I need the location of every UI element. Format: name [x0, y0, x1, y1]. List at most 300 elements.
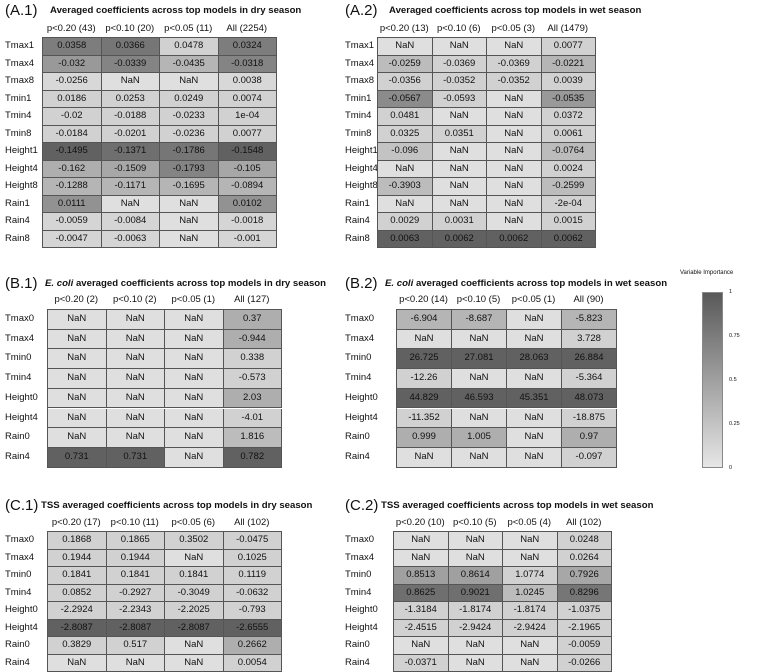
heatmap-cell: -2.4515: [394, 620, 449, 638]
heatmap-cell: 0.0062: [542, 231, 597, 249]
heatmap-cell: 0.0038: [219, 73, 278, 91]
column-header: All (2254): [226, 23, 268, 34]
legend-colorbar: [702, 292, 723, 468]
heatmap-cell: -0.097: [562, 448, 617, 468]
panel-tag: (B.2): [345, 275, 378, 292]
heatmap-cell: NaN: [503, 532, 558, 550]
column-header: All (102): [234, 517, 270, 528]
heatmap-cell: 0.0062: [433, 231, 488, 249]
panel-tag: (A.2): [345, 2, 378, 19]
heatmap-cell: NaN: [165, 349, 224, 369]
heatmap-grid: [47, 309, 282, 468]
heatmap-cell: -0.0318: [219, 56, 278, 74]
row-label: Tmax4: [345, 332, 375, 344]
heatmap-cell: NaN: [160, 231, 219, 249]
heatmap-cell: NaN: [165, 428, 224, 448]
heatmap-cell: NaN: [487, 161, 542, 179]
heatmap-cell: NaN: [48, 409, 107, 429]
heatmap-cell: 0.1841: [107, 567, 166, 585]
row-label: Tmin8: [5, 127, 32, 139]
heatmap-grid: [47, 531, 282, 672]
row-label: Rain8: [5, 232, 30, 244]
heatmap-cell: NaN: [507, 330, 562, 350]
heatmap-cell: NaN: [160, 213, 219, 231]
legend-tick-075: 0.75: [729, 333, 740, 339]
heatmap-cell: NaN: [449, 550, 504, 568]
column-header: p<0.05 (11): [164, 23, 213, 34]
row-label: Tmax1: [5, 40, 35, 51]
heatmap-cell: 0.0015: [542, 213, 597, 231]
heatmap-cell: 0.97: [562, 428, 617, 448]
heatmap-cell: 0.0074: [219, 91, 278, 109]
heatmap-cell: NaN: [165, 310, 224, 330]
heatmap-cell: NaN: [48, 428, 107, 448]
heatmap-cell: -0.0894: [219, 178, 278, 196]
heatmap-cell: -0.3903: [378, 178, 433, 196]
column-header: p<0.20 (13): [379, 23, 429, 34]
panel-title-italic: E. coli: [45, 278, 74, 289]
legend-title: Variable Importance: [680, 270, 734, 276]
legend-tick-0: 0: [729, 465, 733, 471]
heatmap-cell: -4.01: [224, 409, 283, 429]
heatmap-cell: NaN: [487, 108, 542, 126]
heatmap-cell: -1.8174: [503, 602, 558, 620]
panel-title-text: averaged coefficients across top models in dry season: [75, 278, 326, 289]
heatmap-cell: 0.8614: [449, 567, 504, 585]
heatmap-cell: NaN: [433, 38, 488, 56]
heatmap-cell: NaN: [48, 310, 107, 330]
heatmap-cell: -0.0435: [160, 56, 219, 74]
heatmap-cell: -0.0221: [542, 56, 597, 74]
heatmap-cell: -0.1786: [160, 143, 219, 161]
heatmap-cell: -0.0184: [43, 126, 102, 144]
row-label: Height0: [345, 391, 378, 403]
heatmap-cell: NaN: [433, 196, 488, 214]
heatmap-grid: [396, 309, 617, 468]
heatmap-cell: NaN: [107, 655, 166, 672]
heatmap-cell: -1.0375: [558, 602, 613, 620]
row-label: Rain1: [345, 197, 370, 209]
row-label: Tmax4: [5, 57, 35, 69]
column-header: All (127): [234, 294, 270, 305]
heatmap-cell: NaN: [107, 310, 166, 330]
heatmap-cell: 0.3502: [165, 532, 224, 550]
heatmap-cell: -2.2025: [165, 602, 224, 620]
row-label: Tmax4: [345, 57, 375, 69]
row-label: Rain4: [5, 215, 30, 226]
heatmap-cell: -0.1371: [102, 143, 161, 161]
heatmap-cell: -6.904: [397, 310, 452, 330]
heatmap-cell: 0.0481: [378, 108, 433, 126]
heatmap-cell: -2.2343: [107, 602, 166, 620]
heatmap-cell: 26.884: [562, 349, 617, 369]
heatmap-cell: -0.032: [43, 56, 102, 74]
column-header: p<0.20 (2): [54, 294, 99, 305]
heatmap-cell: NaN: [452, 409, 507, 429]
panel-title: [385, 278, 667, 289]
heatmap-cell: -0.0339: [102, 56, 161, 74]
heatmap-cell: NaN: [107, 428, 166, 448]
row-label: Height4: [345, 621, 378, 633]
row-label: Tmin4: [345, 110, 372, 121]
heatmap-cell: -2e-04: [542, 196, 597, 214]
heatmap-cell: NaN: [452, 330, 507, 350]
heatmap-cell: -0.0352: [487, 73, 542, 91]
row-label: Rain4: [345, 450, 370, 462]
column-header: All (90): [573, 294, 604, 305]
heatmap-cell: -0.105: [219, 161, 278, 179]
panel-title-text: Averaged coefficients across top models in dry season: [50, 5, 302, 16]
heatmap-cell: NaN: [107, 389, 166, 409]
column-header: p<0.10 (5): [456, 294, 501, 305]
row-label: Rain4: [5, 656, 30, 668]
heatmap-cell: 0.0077: [542, 38, 597, 56]
heatmap-cell: 45.351: [507, 389, 562, 409]
heatmap-cell: NaN: [394, 532, 449, 550]
heatmap-cell: -0.096: [378, 143, 433, 161]
heatmap-cell: -11.352: [397, 409, 452, 429]
heatmap-cell: -0.0188: [102, 108, 161, 126]
column-header: p<0.05 (3): [491, 23, 536, 34]
heatmap-grid: [42, 37, 277, 248]
heatmap-cell: NaN: [165, 409, 224, 429]
heatmap-cell: 0.0062: [487, 231, 542, 249]
heatmap-cell: -2.9424: [503, 620, 558, 638]
heatmap-cell: 0.338: [224, 349, 283, 369]
heatmap-cell: 0.0077: [219, 126, 278, 144]
heatmap-cell: NaN: [433, 143, 488, 161]
heatmap-cell: -0.1695: [160, 178, 219, 196]
heatmap-cell: -2.1965: [558, 620, 613, 638]
panel-title-text: Averaged coefficients across top models in wet season: [389, 5, 642, 16]
heatmap-cell: -5.364: [562, 369, 617, 389]
heatmap-cell: -0.0233: [160, 108, 219, 126]
heatmap-grid: [393, 531, 612, 672]
row-label: Rain4: [5, 450, 30, 462]
row-label: Height1: [345, 145, 378, 156]
heatmap-cell: -0.2599: [542, 178, 597, 196]
heatmap-cell: NaN: [165, 369, 224, 389]
heatmap-cell: -0.1171: [102, 178, 161, 196]
row-label: Tmax1: [345, 40, 375, 51]
heatmap-cell: 0.1944: [48, 550, 107, 568]
column-header: p<0.10 (6): [436, 23, 481, 34]
heatmap-cell: -2.8087: [48, 620, 107, 638]
heatmap-cell: -0.02: [43, 108, 102, 126]
column-header: p<0.10 (2): [112, 294, 157, 305]
heatmap-cell: NaN: [507, 428, 562, 448]
column-header: All (102): [566, 517, 602, 528]
column-header: p<0.20 (14): [399, 294, 448, 305]
heatmap-cell: 48.073: [562, 389, 617, 409]
row-label: Rain0: [345, 639, 370, 650]
heatmap-cell: NaN: [165, 550, 224, 568]
heatmap-cell: -0.0063: [102, 231, 161, 249]
heatmap-cell: -0.0567: [378, 91, 433, 109]
heatmap-cell: 0.0111: [43, 196, 102, 214]
heatmap-cell: 0.0358: [43, 38, 102, 56]
heatmap-cell: NaN: [507, 409, 562, 429]
heatmap-cell: 0.8296: [558, 585, 613, 603]
heatmap-cell: -1.8174: [449, 602, 504, 620]
row-label: Height4: [345, 162, 378, 174]
panel-title-text: averaged coefficients across top models in wet season: [415, 278, 668, 289]
row-label: Tmin0: [345, 569, 372, 580]
heatmap-cell: NaN: [48, 655, 107, 672]
panel-tag: (A.1): [5, 2, 38, 19]
heatmap-cell: -0.0047: [43, 231, 102, 249]
row-label: Tmin4: [5, 372, 32, 384]
heatmap-cell: NaN: [165, 330, 224, 350]
row-label: Rain8: [345, 232, 370, 244]
heatmap-cell: 0.731: [48, 448, 107, 468]
heatmap-cell: -0.793: [224, 602, 283, 620]
heatmap-cell: -0.573: [224, 369, 283, 389]
legend-tick-1: 1: [729, 289, 733, 295]
heatmap-cell: 0.0478: [160, 38, 219, 56]
heatmap-cell: -18.875: [562, 409, 617, 429]
heatmap-cell: NaN: [165, 655, 224, 672]
heatmap-cell: 26.725: [397, 349, 452, 369]
heatmap-cell: NaN: [487, 143, 542, 161]
heatmap-cell: NaN: [48, 389, 107, 409]
heatmap-cell: 27.081: [452, 349, 507, 369]
heatmap-cell: NaN: [507, 310, 562, 330]
heatmap-cell: -0.0236: [160, 126, 219, 144]
panel-title: [41, 500, 312, 511]
heatmap-cell: -0.0259: [378, 56, 433, 74]
heatmap-cell: 0.9021: [449, 585, 504, 603]
heatmap-cell: -0.2927: [107, 585, 166, 603]
heatmap-cell: 0.0852: [48, 585, 107, 603]
heatmap-cell: NaN: [48, 330, 107, 350]
heatmap-cell: 1.0774: [503, 567, 558, 585]
heatmap-cell: 0.8513: [394, 567, 449, 585]
row-label: Rain0: [5, 431, 30, 443]
heatmap-cell: 1e-04: [219, 108, 278, 126]
row-label: Tmax0: [5, 313, 35, 324]
row-label: Height0: [5, 391, 38, 403]
heatmap-cell: -0.944: [224, 330, 283, 350]
heatmap-cell: 0.0249: [160, 91, 219, 109]
heatmap-cell: -0.0266: [558, 655, 613, 672]
heatmap-cell: -0.0593: [433, 91, 488, 109]
column-header: p<0.20 (17): [51, 517, 101, 528]
heatmap-cell: 0.1119: [224, 567, 283, 585]
heatmap-cell: -0.0535: [542, 91, 597, 109]
heatmap-cell: -0.0475: [224, 532, 283, 550]
heatmap-cell: NaN: [449, 655, 504, 672]
heatmap-cell: NaN: [397, 330, 452, 350]
heatmap-cell: 0.1865: [107, 532, 166, 550]
heatmap-cell: 0.37: [224, 310, 283, 330]
heatmap-cell: NaN: [394, 550, 449, 568]
heatmap-cell: -0.0352: [433, 73, 488, 91]
heatmap-cell: NaN: [160, 73, 219, 91]
heatmap-cell: NaN: [433, 161, 488, 179]
heatmap-cell: 1.816: [224, 428, 283, 448]
heatmap-grid: [377, 37, 596, 248]
panel-tag: (C.1): [5, 497, 39, 514]
heatmap-cell: NaN: [107, 349, 166, 369]
heatmap-cell: -0.0059: [43, 213, 102, 231]
row-label: Height0: [345, 604, 378, 615]
column-header: p<0.10 (5): [452, 517, 497, 528]
heatmap-cell: 0.0325: [378, 126, 433, 144]
heatmap-cell: 0.999: [397, 428, 452, 448]
heatmap-cell: -0.0018: [219, 213, 278, 231]
row-label: Tmin4: [5, 586, 32, 598]
row-label: Tmax0: [345, 534, 375, 545]
heatmap-cell: NaN: [487, 196, 542, 214]
row-label: Tmax4: [5, 551, 35, 563]
heatmap-cell: -0.0256: [43, 73, 102, 91]
heatmap-cell: 0.0186: [43, 91, 102, 109]
row-label: Rain4: [345, 656, 370, 668]
heatmap-cell: 0.0253: [102, 91, 161, 109]
column-header: p<0.20 (10): [395, 517, 445, 528]
heatmap-cell: NaN: [107, 330, 166, 350]
heatmap-cell: 0.782: [224, 448, 283, 468]
heatmap-cell: 1.0245: [503, 585, 558, 603]
heatmap-cell: -2.9424: [449, 620, 504, 638]
heatmap-cell: NaN: [449, 532, 504, 550]
legend-tick-025: 0.25: [729, 421, 740, 427]
panel-title-text: TSS averaged coefficients across top models in wet season: [381, 500, 654, 511]
heatmap-cell: -0.0201: [102, 126, 161, 144]
heatmap-cell: 0.0061: [542, 126, 597, 144]
heatmap-cell: NaN: [433, 108, 488, 126]
row-label: Height4: [345, 411, 378, 423]
heatmap-cell: -0.0369: [487, 56, 542, 74]
heatmap-cell: 0.517: [107, 637, 166, 655]
heatmap-cell: 1.005: [452, 428, 507, 448]
panel-title: [50, 5, 301, 16]
heatmap-cell: 0.0039: [542, 73, 597, 91]
heatmap-cell: -1.3184: [394, 602, 449, 620]
panel-title: [381, 500, 653, 511]
heatmap-cell: -5.823: [562, 310, 617, 330]
heatmap-cell: NaN: [102, 196, 161, 214]
heatmap-cell: 0.0054: [224, 655, 283, 672]
heatmap-cell: 0.3829: [48, 637, 107, 655]
heatmap-cell: 0.2662: [224, 637, 283, 655]
heatmap-cell: -0.0356: [378, 73, 433, 91]
heatmap-cell: -0.0632: [224, 585, 283, 603]
heatmap-cell: -0.0371: [394, 655, 449, 672]
heatmap-cell: 0.1944: [107, 550, 166, 568]
heatmap-cell: -0.0369: [433, 56, 488, 74]
row-label: Tmin4: [345, 372, 372, 384]
row-label: Height4: [5, 411, 38, 423]
row-label: Tmin0: [345, 352, 372, 364]
heatmap-cell: -0.3049: [165, 585, 224, 603]
heatmap-cell: NaN: [452, 369, 507, 389]
row-label: Height4: [5, 162, 38, 174]
heatmap-cell: -0.1288: [43, 178, 102, 196]
column-header: All (1479): [547, 23, 589, 34]
heatmap-cell: NaN: [487, 213, 542, 231]
heatmap-cell: NaN: [165, 448, 224, 468]
row-label: Height0: [5, 604, 38, 615]
heatmap-cell: NaN: [503, 655, 558, 672]
heatmap-cell: NaN: [503, 550, 558, 568]
heatmap-cell: -0.162: [43, 161, 102, 179]
heatmap-cell: 0.7926: [558, 567, 613, 585]
heatmap-cell: -0.0059: [558, 637, 613, 655]
heatmap-cell: 3.728: [562, 330, 617, 350]
heatmap-cell: 0.0264: [558, 550, 613, 568]
heatmap-cell: -0.0084: [102, 213, 161, 231]
heatmap-cell: NaN: [48, 369, 107, 389]
heatmap-cell: 0.0029: [378, 213, 433, 231]
heatmap-cell: 46.593: [452, 389, 507, 409]
heatmap-cell: 0.1841: [165, 567, 224, 585]
heatmap-cell: -0.1548: [219, 143, 278, 161]
heatmap-cell: NaN: [449, 637, 504, 655]
heatmap-cell: NaN: [107, 409, 166, 429]
heatmap-cell: -2.8087: [165, 620, 224, 638]
heatmap-cell: NaN: [378, 196, 433, 214]
heatmap-cell: NaN: [102, 73, 161, 91]
row-label: Tmax4: [5, 332, 35, 344]
column-header: p<0.05 (1): [511, 294, 556, 305]
heatmap-cell: -2.6555: [224, 620, 283, 638]
heatmap-cell: -0.0764: [542, 143, 597, 161]
heatmap-cell: NaN: [165, 389, 224, 409]
heatmap-cell: NaN: [165, 637, 224, 655]
row-label: Tmax0: [5, 534, 35, 545]
heatmap-cell: 44.829: [397, 389, 452, 409]
row-label: Rain1: [5, 197, 30, 209]
heatmap-cell: 0.1025: [224, 550, 283, 568]
heatmap-cell: 0.0351: [433, 126, 488, 144]
heatmap-cell: NaN: [48, 349, 107, 369]
heatmap-cell: -0.1509: [102, 161, 161, 179]
heatmap-cell: 2.03: [224, 389, 283, 409]
heatmap-cell: NaN: [507, 369, 562, 389]
row-label: Tmin8: [345, 127, 372, 139]
heatmap-cell: NaN: [507, 448, 562, 468]
heatmap-cell: 0.0248: [558, 532, 613, 550]
panel-title-text: TSS averaged coefficients across top models in dry season: [41, 500, 313, 511]
row-label: Tmin1: [345, 92, 372, 104]
heatmap-cell: -0.1495: [43, 143, 102, 161]
row-label: Tmax4: [345, 551, 375, 563]
row-label: Height4: [5, 621, 38, 633]
heatmap-cell: NaN: [487, 38, 542, 56]
heatmap-cell: 0.0102: [219, 196, 278, 214]
heatmap-cell: NaN: [378, 38, 433, 56]
heatmap-cell: 0.0324: [219, 38, 278, 56]
heatmap-cell: -2.8087: [107, 620, 166, 638]
heatmap-cell: 0.0063: [378, 231, 433, 249]
row-label: Tmin4: [345, 586, 372, 598]
heatmap-cell: -0.1793: [160, 161, 219, 179]
heatmap-cell: NaN: [487, 91, 542, 109]
heatmap-cell: NaN: [107, 369, 166, 389]
panel-title-italic: E. coli: [385, 278, 414, 289]
heatmap-cell: NaN: [160, 196, 219, 214]
row-label: Tmin1: [5, 92, 32, 104]
heatmap-cell: 28.063: [507, 349, 562, 369]
row-label: Rain0: [5, 639, 30, 650]
heatmap-cell: NaN: [452, 448, 507, 468]
column-header: p<0.10 (11): [110, 517, 159, 528]
heatmap-cell: -0.001: [219, 231, 278, 249]
row-label: Tmin0: [5, 569, 32, 580]
heatmap-cell: 0.731: [107, 448, 166, 468]
